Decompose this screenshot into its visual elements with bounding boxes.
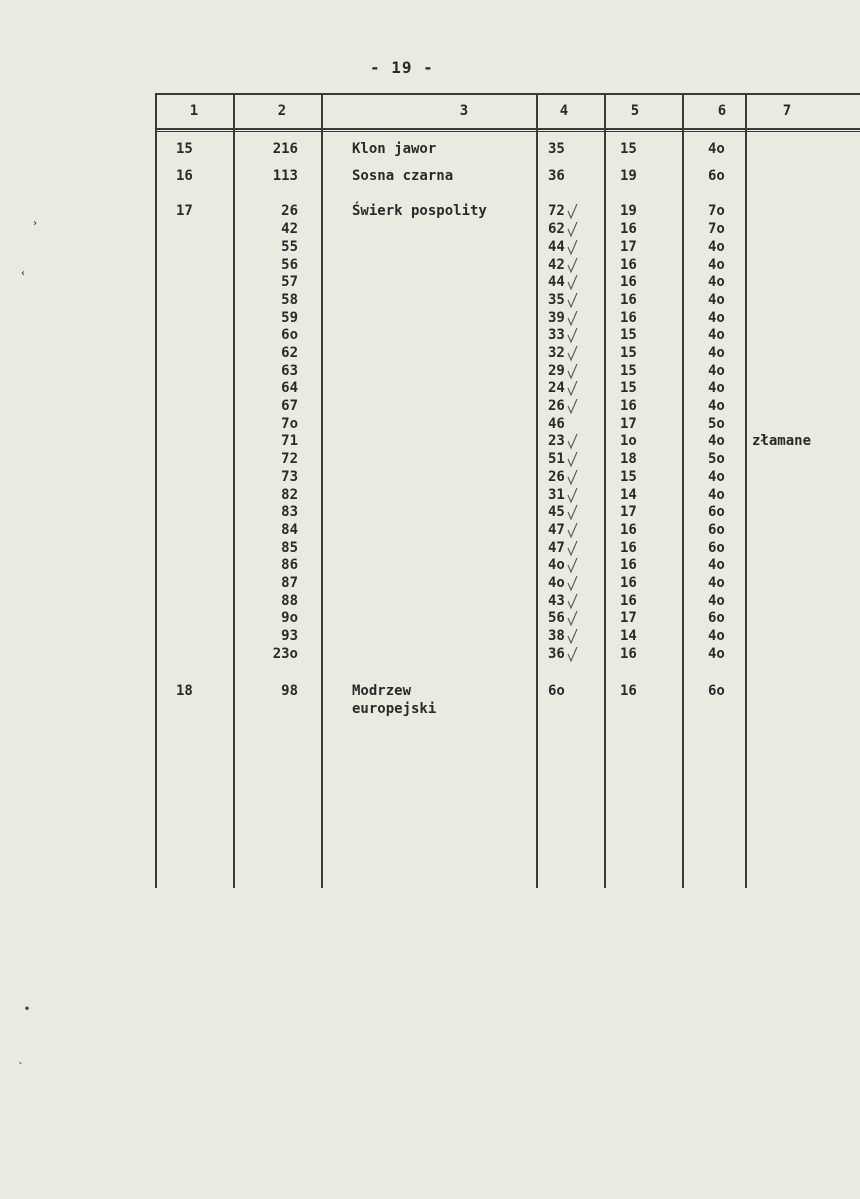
- header-col-6: 6: [717, 103, 727, 119]
- cell-col-2: 216: [272, 141, 298, 157]
- header-col-5: 5: [630, 103, 640, 119]
- cell-col-5: 17: [620, 416, 637, 432]
- cell-col-6: 4o: [708, 274, 725, 290]
- cell-col-2: 82: [281, 487, 298, 503]
- check-mark-icon: [567, 468, 579, 486]
- cell-col-2: 9o: [281, 610, 298, 626]
- cell-col-6: 6o: [708, 522, 725, 538]
- cell-col-6: 4o: [708, 141, 725, 157]
- cell-col-2: 57: [281, 274, 298, 290]
- cell-col-4: 43: [548, 593, 565, 609]
- cell-col-4: 56: [548, 610, 565, 626]
- cell-col-4: 33: [548, 327, 565, 343]
- cell-col-2: 87: [281, 575, 298, 591]
- check-mark-icon: [567, 291, 579, 309]
- cell-col-2: 85: [281, 540, 298, 556]
- cell-col-5: 16: [620, 593, 637, 609]
- cell-col-5: 16: [620, 575, 637, 591]
- cell-col-5: 14: [620, 628, 637, 644]
- cell-col-2: 56: [281, 257, 298, 273]
- column-rule-5-6: [682, 93, 684, 888]
- cell-col-1: 17: [176, 203, 193, 219]
- check-mark-icon: [567, 450, 579, 468]
- cell-col-2: 59: [281, 310, 298, 326]
- check-mark-icon: [567, 326, 579, 344]
- cell-col-4: 39: [548, 310, 565, 326]
- cell-col-5: 15: [620, 363, 637, 379]
- check-mark-icon: [567, 238, 579, 256]
- cell-col-4: 31: [548, 487, 565, 503]
- cell-col-5: 16: [620, 310, 637, 326]
- cell-col-5: 15: [620, 469, 637, 485]
- cell-col-6: 5o: [708, 416, 725, 432]
- cell-col-6: 4o: [708, 433, 725, 449]
- cell-col-6: 4o: [708, 575, 725, 591]
- cell-col-6: 4o: [708, 310, 725, 326]
- cell-col-2: 58: [281, 292, 298, 308]
- cell-col-5: 16: [620, 683, 637, 699]
- check-mark-icon: [567, 592, 579, 610]
- check-mark-icon: [567, 344, 579, 362]
- column-rule-1-2: [233, 93, 235, 888]
- cell-col-5: 16: [620, 221, 637, 237]
- cell-col-4: 35: [548, 292, 565, 308]
- cell-col-5: 16: [620, 522, 637, 538]
- cell-col-5: 16: [620, 540, 637, 556]
- cell-col-4: 6o: [548, 683, 565, 699]
- cell-col-5: 16: [620, 557, 637, 573]
- cell-col-5: 16: [620, 398, 637, 414]
- cell-col-4: 23: [548, 433, 565, 449]
- check-mark-icon: [567, 645, 579, 663]
- header-bottom-rule: [155, 128, 860, 130]
- cell-col-4: 62: [548, 221, 565, 237]
- cell-col-5: 17: [620, 610, 637, 626]
- cell-col-2: 93: [281, 628, 298, 644]
- cell-col-4: 51: [548, 451, 565, 467]
- cell-col-2: 72: [281, 451, 298, 467]
- cell-col-5: 1o: [620, 433, 637, 449]
- cell-col-2: 6o: [281, 327, 298, 343]
- cell-col-4: 46: [548, 416, 565, 432]
- margin-mark: ‹: [20, 268, 27, 279]
- cell-col-6: 6o: [708, 610, 725, 626]
- header-col-1: 1: [189, 103, 199, 119]
- cell-col-2: 63: [281, 363, 298, 379]
- cell-col-6: 4o: [708, 292, 725, 308]
- margin-mark: ›: [32, 218, 39, 229]
- cell-col-5: 15: [620, 327, 637, 343]
- column-rule-left: [155, 93, 157, 888]
- cell-col-5: 19: [620, 168, 637, 184]
- check-mark-icon: [567, 556, 579, 574]
- column-rule-4-5: [604, 93, 606, 888]
- cell-col-2: 26: [281, 203, 298, 219]
- check-mark-icon: [567, 486, 579, 504]
- cell-col-5: 16: [620, 274, 637, 290]
- cell-col-2: 67: [281, 398, 298, 414]
- check-mark-icon: [567, 521, 579, 539]
- cell-col-6: 4o: [708, 557, 725, 573]
- cell-col-4: 4o: [548, 557, 565, 573]
- cell-col-3: Modrzew: [352, 683, 412, 699]
- cell-col-7: złamane: [752, 433, 812, 449]
- cell-col-2: 73: [281, 469, 298, 485]
- cell-col-5: 16: [620, 257, 637, 273]
- check-mark-icon: [567, 609, 579, 627]
- cell-col-5: 18: [620, 451, 637, 467]
- check-mark-icon: [567, 220, 579, 238]
- cell-col-5: 17: [620, 239, 637, 255]
- cell-col-6: 4o: [708, 469, 725, 485]
- header-col-4: 4: [559, 103, 569, 119]
- cell-col-6: 4o: [708, 345, 725, 361]
- cell-col-4: 47: [548, 540, 565, 556]
- cell-col-2: 86: [281, 557, 298, 573]
- cell-col-2: 113: [272, 168, 298, 184]
- cell-col-6: 4o: [708, 327, 725, 343]
- cell-col-3: europejski: [352, 701, 437, 717]
- cell-col-2: 55: [281, 239, 298, 255]
- cell-col-4: 26: [548, 469, 565, 485]
- cell-col-4: 4o: [548, 575, 565, 591]
- cell-col-6: 5o: [708, 451, 725, 467]
- check-mark-icon: [567, 362, 579, 380]
- cell-col-6: 4o: [708, 380, 725, 396]
- cell-col-4: 44: [548, 239, 565, 255]
- cell-col-3: Świerk pospolity: [352, 203, 487, 219]
- check-mark-icon: [567, 273, 579, 291]
- cell-col-2: 42: [281, 221, 298, 237]
- cell-col-6: 4o: [708, 363, 725, 379]
- cell-col-6: 4o: [708, 593, 725, 609]
- column-rule-6-7: [745, 93, 747, 888]
- cell-col-4: 24: [548, 380, 565, 396]
- check-mark-icon: [567, 574, 579, 592]
- cell-col-6: 6o: [708, 504, 725, 520]
- cell-col-4: 38: [548, 628, 565, 644]
- cell-col-6: 4o: [708, 239, 725, 255]
- cell-col-5: 19: [620, 203, 637, 219]
- check-mark-icon: [567, 503, 579, 521]
- check-mark-icon: [567, 202, 579, 220]
- cell-col-6: 4o: [708, 487, 725, 503]
- cell-col-5: 14: [620, 487, 637, 503]
- header-col-2: 2: [277, 103, 287, 119]
- table-top-rule: [155, 93, 860, 95]
- cell-col-2: 62: [281, 345, 298, 361]
- cell-col-2: 98: [281, 683, 298, 699]
- cell-col-4: 36: [548, 646, 565, 662]
- cell-col-2: 7o: [281, 416, 298, 432]
- cell-col-4: 29: [548, 363, 565, 379]
- cell-col-1: 15: [176, 141, 193, 157]
- cell-col-5: 17: [620, 504, 637, 520]
- column-rule-2-3: [321, 93, 323, 888]
- cell-col-6: 4o: [708, 398, 725, 414]
- cell-col-4: 36: [548, 168, 565, 184]
- cell-col-6: 6o: [708, 683, 725, 699]
- cell-col-6: 4o: [708, 646, 725, 662]
- cell-col-4: 44: [548, 274, 565, 290]
- cell-col-4: 32: [548, 345, 565, 361]
- cell-col-2: 64: [281, 380, 298, 396]
- cell-col-5: 15: [620, 380, 637, 396]
- cell-col-4: 42: [548, 257, 565, 273]
- cell-col-3: Sosna czarna: [352, 168, 454, 184]
- cell-col-4: 47: [548, 522, 565, 538]
- check-mark-icon: [567, 627, 579, 645]
- cell-col-5: 15: [620, 345, 637, 361]
- check-mark-icon: [567, 397, 579, 415]
- cell-col-3: Klon jawor: [352, 141, 437, 157]
- check-mark-icon: [567, 379, 579, 397]
- header-col-7: 7: [782, 103, 792, 119]
- cell-col-6: 4o: [708, 628, 725, 644]
- cell-col-2: 23o: [272, 646, 298, 662]
- cell-col-6: 4o: [708, 257, 725, 273]
- cell-col-5: 16: [620, 646, 637, 662]
- header-col-3: 3: [459, 103, 469, 119]
- cell-col-2: 71: [281, 433, 298, 449]
- cell-col-6: 6o: [708, 540, 725, 556]
- cell-col-5: 15: [620, 141, 637, 157]
- header-bottom-rule-2: [155, 131, 860, 132]
- cell-col-6: 7o: [708, 221, 725, 237]
- cell-col-6: 6o: [708, 168, 725, 184]
- cell-col-4: 72: [548, 203, 565, 219]
- cell-col-1: 16: [176, 168, 193, 184]
- page-number: - 19 -: [370, 58, 434, 77]
- margin-mark: `: [18, 1062, 25, 1073]
- column-rule-3-4: [536, 93, 538, 888]
- margin-mark: •: [24, 1004, 31, 1015]
- cell-col-5: 16: [620, 292, 637, 308]
- cell-col-2: 83: [281, 504, 298, 520]
- cell-col-6: 7o: [708, 203, 725, 219]
- cell-col-2: 88: [281, 593, 298, 609]
- check-mark-icon: [567, 256, 579, 274]
- check-mark-icon: [567, 432, 579, 450]
- check-mark-icon: [567, 309, 579, 327]
- cell-col-4: 26: [548, 398, 565, 414]
- cell-col-4: 45: [548, 504, 565, 520]
- cell-col-2: 84: [281, 522, 298, 538]
- check-mark-icon: [567, 539, 579, 557]
- cell-col-1: 18: [176, 683, 193, 699]
- cell-col-4: 35: [548, 141, 565, 157]
